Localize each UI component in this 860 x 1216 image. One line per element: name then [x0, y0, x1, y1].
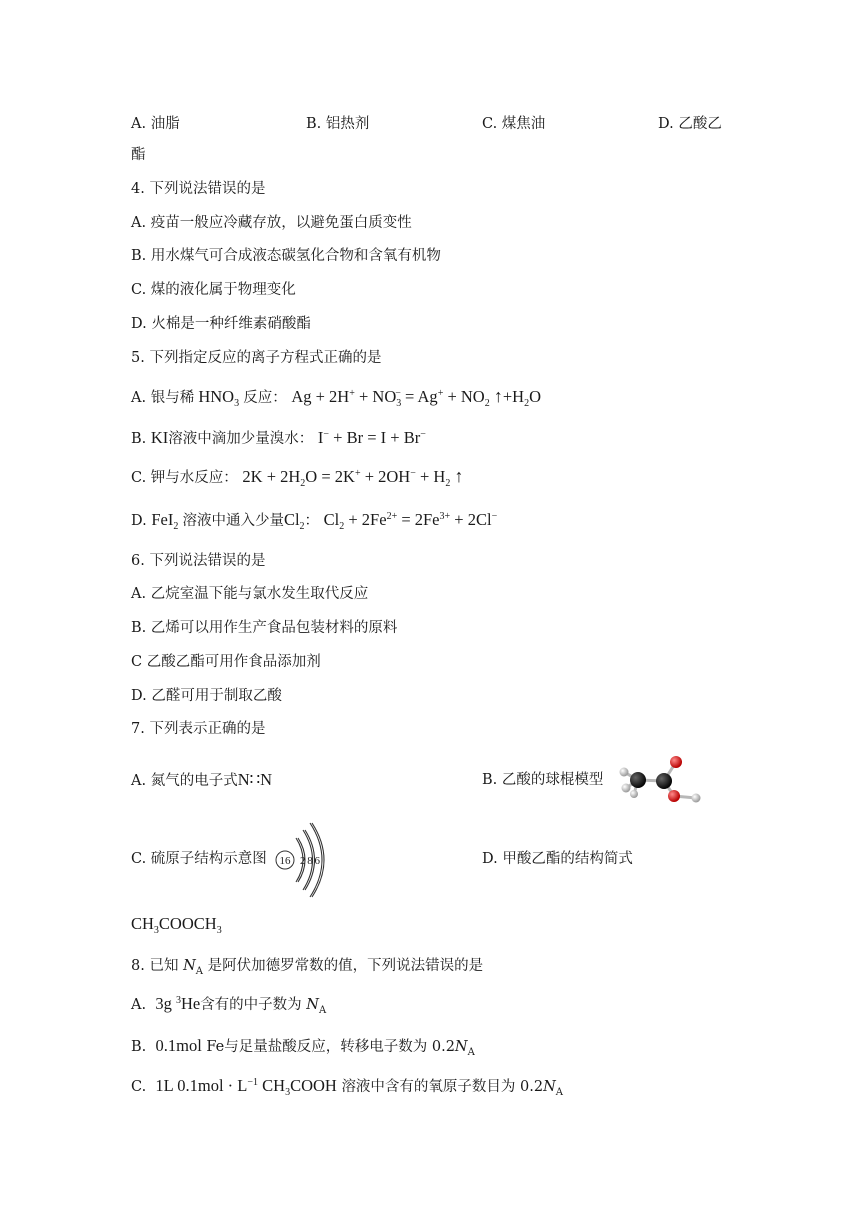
fe-amount: 0.1mol	[155, 1036, 202, 1055]
q7-option-d: D. 甲酸乙酯的结构简式	[482, 851, 633, 867]
q5-a-mid: 反应：	[243, 390, 287, 406]
q8-stem: 8. 已知 $N_A$ 是阿伏加德罗常数的值，下列说法错误的是	[131, 958, 484, 977]
q6-option-d: D. 乙醛可用于制取乙酸	[131, 688, 282, 704]
q5-stem: 5. 下列指定反应的离子方程式正确的是	[131, 350, 382, 366]
q5-d-mid: 溶液中通入少量	[182, 513, 284, 529]
q5-a-label: A. 银与稀	[131, 390, 195, 406]
q3-option-a: A. 油脂	[131, 116, 180, 132]
q5-b-ki: KI	[150, 428, 169, 447]
q7-option-c: C. 硫原子结构示意图	[131, 851, 267, 867]
q5-c-equation: $2K + 2H_2O = 2K^+ + 2OH^- + H_2$ ↑	[242, 466, 464, 489]
q7-option-a	[131, 770, 272, 791]
q6-option-a: A. 乙烷室温下能与氯水发生取代反应	[131, 586, 369, 602]
q5-b-label: B.	[131, 431, 147, 447]
q5-option-b	[131, 428, 426, 449]
q5-a-equation: $Ag + 2H^+ + NO_3^- = Ag^+ + NO_2$ $↑+H_2O$	[291, 386, 541, 409]
sulfur-atom-structure-diagram	[272, 820, 338, 898]
q7-d-formula: $CH_3COOCH_3$	[131, 914, 222, 936]
q8-option-c: C. 1L $0.1mol \cdot L^{-1}$ $CH_3COOH$ 溶液中含有的氧原子数目为 $0.2N_A$	[131, 1076, 564, 1098]
q7-stem: 7. 下列表示正确的是	[131, 721, 266, 737]
q3-option-d-continuation: 酯	[131, 147, 146, 163]
acetic-acid-ball-stick-model	[612, 750, 704, 810]
q5-option-d	[131, 510, 497, 531]
q5-d-label: D.	[131, 513, 147, 529]
q5-d-fei2: FeI$_2$	[151, 510, 179, 532]
helium-3-mass: 3g $^3$He	[155, 994, 201, 1013]
q5-a-hno3: $HNO_3$	[198, 387, 240, 409]
q5-d-colon: ：	[304, 513, 320, 529]
q5-option-a	[131, 386, 541, 408]
q4-stem: 4. 下列说法错误的是	[131, 181, 266, 197]
q6-option-b: B. 乙烯可以用作生产食品包装材料的原料	[131, 620, 398, 636]
q5-b-equation: I− + Br = I + Br−	[317, 428, 426, 447]
q5-d-equation: $Cl_2 + 2Fe^{2+} = 2Fe^{3+} + 2Cl^-$	[323, 510, 498, 532]
q5-b-mid: 溶液中滴加少量溴水：	[168, 431, 314, 447]
q7-a-label: A. 氮气的电子式	[131, 773, 238, 789]
q8-option-b: B. 0.1mol Fe与足量盐酸反应，转移电子数为 $0.2N_A$	[131, 1036, 475, 1058]
q5-d-cl2: $Cl_2$	[283, 510, 305, 532]
n2-electron-formula: N∷N	[237, 770, 273, 789]
q4-option-d: D. 火棉是一种纤维素硝酸酯	[131, 316, 311, 332]
q5-option-c	[131, 466, 463, 488]
q3-option-d: D. 乙酸乙	[658, 116, 722, 132]
q4-option-c: C. 煤的液化属于物理变化	[131, 282, 296, 298]
acetic-acid-concentration: 1L $0.1mol \cdot L^{-1}$ $CH_3COOH$	[155, 1076, 337, 1098]
q8-option-a: A. 3g $^3$He含有的中子数为 $N_A$	[131, 994, 327, 1016]
sulfur-nucleus-label: 16	[279, 855, 291, 867]
q3-option-b: B. 铝热剂	[306, 116, 370, 132]
q5-c-label: C. 钾与水反应：	[131, 470, 238, 486]
q4-option-b: B. 用水煤气可合成液态碳氢化合物和含氧有机物	[131, 248, 441, 264]
q4-option-a: A. 疫苗一般应冷藏存放，以避免蛋白质变性	[131, 215, 412, 231]
q6-option-c: C 乙酸乙酯可用作食品添加剂	[131, 654, 321, 670]
q6-stem: 6. 下列说法错误的是	[131, 553, 266, 569]
q3-option-c: C. 煤焦油	[482, 116, 546, 132]
q7-option-b: B. 乙酸的球棍模型	[482, 772, 604, 788]
sulfur-electron-shells: 2 8 6	[300, 855, 320, 867]
